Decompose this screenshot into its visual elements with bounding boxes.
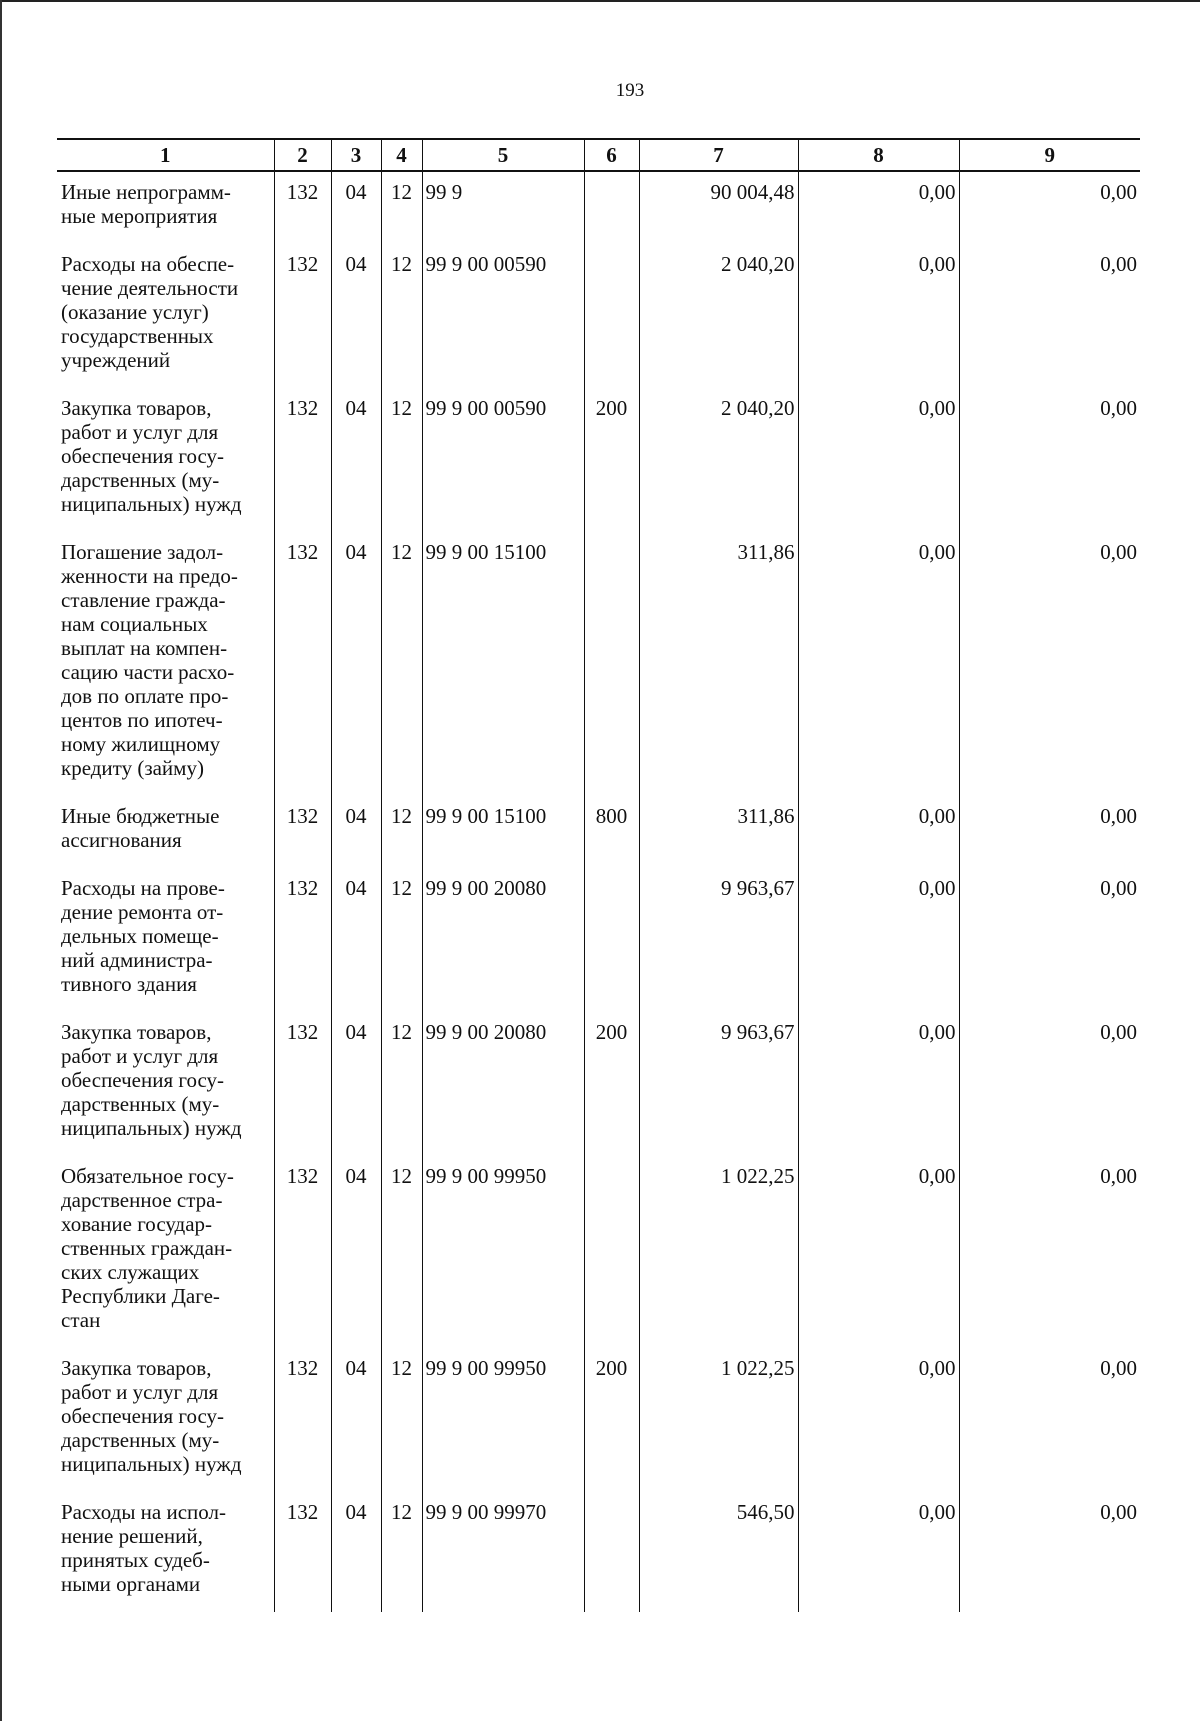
cell-col9: 0,00 — [959, 171, 1140, 244]
cell-col5: 99 9 00 15100 — [422, 532, 584, 796]
row-name: Закупка товаров, работ и услуг для обеспечения госу- дарственных (му- ниципальных) нужд — [61, 1020, 242, 1140]
column-header: 6 — [584, 139, 639, 171]
cell-col8: 0,00 — [798, 1012, 959, 1156]
row-name: Расходы на прове- дение ремонта от- дельных помеще- ний администра- тивного здания — [61, 876, 225, 996]
cell-col9: 0,00 — [959, 244, 1140, 388]
cell-col7: 1 022,25 — [639, 1348, 798, 1492]
cell-col4: 12 — [381, 868, 422, 1012]
cell-col6 — [584, 171, 639, 244]
cell-col8: 0,00 — [798, 1348, 959, 1492]
page-number: 193 — [615, 80, 645, 101]
table-row — [57, 1012, 1140, 1156]
column-header: 8 — [798, 139, 959, 171]
cell-col6 — [584, 244, 639, 388]
cell-col6: 800 — [584, 796, 639, 868]
cell-col6 — [584, 868, 639, 1012]
cell-col2: 132 — [274, 171, 331, 244]
cell-col7: 2 040,20 — [639, 388, 798, 532]
row-name-cell — [57, 868, 274, 1012]
row-name: Обязательное госу- дарственное стра- хование государ- ственных граждан- ских служащих Республики Даге- стан — [61, 1164, 234, 1332]
cell-col3: 04 — [331, 1492, 381, 1612]
cell-col9: 0,00 — [959, 868, 1140, 1012]
table-row — [57, 796, 1140, 868]
row-name: Закупка товаров, работ и услуг для обеспечения госу- дарственных (му- ниципальных) нужд — [61, 1356, 242, 1476]
row-name-cell — [57, 388, 274, 532]
cell-col2: 132 — [274, 796, 331, 868]
cell-col2: 132 — [274, 1156, 331, 1348]
cell-col6 — [584, 532, 639, 796]
cell-col8: 0,00 — [798, 1492, 959, 1612]
cell-col8: 0,00 — [798, 171, 959, 244]
cell-col4: 12 — [381, 171, 422, 244]
cell-col9: 0,00 — [959, 1012, 1140, 1156]
row-name-cell — [57, 1156, 274, 1348]
row-name-cell — [57, 244, 274, 388]
cell-col8: 0,00 — [798, 244, 959, 388]
cell-col2: 132 — [274, 1348, 331, 1492]
column-header: 4 — [381, 139, 422, 171]
cell-col4: 12 — [381, 1348, 422, 1492]
cell-col5: 99 9 00 20080 — [422, 868, 584, 1012]
cell-col3: 04 — [331, 244, 381, 388]
cell-col8: 0,00 — [798, 868, 959, 1012]
cell-col7: 546,50 — [639, 1492, 798, 1612]
cell-col5: 99 9 — [422, 171, 584, 244]
row-name: Расходы на обеспе- чение деятельности (оказание услуг) государственных учреждений — [61, 252, 239, 372]
cell-col2: 132 — [274, 244, 331, 388]
row-name-cell — [57, 1012, 274, 1156]
table-row — [57, 171, 1140, 244]
row-name-cell — [57, 532, 274, 796]
cell-col4: 12 — [381, 1492, 422, 1612]
cell-col6 — [584, 1492, 639, 1612]
column-header: 9 — [959, 139, 1140, 171]
cell-col5: 99 9 00 00590 — [422, 388, 584, 532]
table-row — [57, 532, 1140, 796]
cell-col3: 04 — [331, 171, 381, 244]
cell-col9: 0,00 — [959, 1348, 1140, 1492]
cell-col7: 9 963,67 — [639, 868, 798, 1012]
table-row — [57, 1348, 1140, 1492]
row-name: Расходы на испол- нение решений, принятых судеб- ными органами — [61, 1500, 226, 1596]
cell-col4: 12 — [381, 1012, 422, 1156]
cell-col9: 0,00 — [959, 388, 1140, 532]
cell-col6 — [584, 1156, 639, 1348]
cell-col2: 132 — [274, 532, 331, 796]
cell-col5: 99 9 00 00590 — [422, 244, 584, 388]
table-row — [57, 868, 1140, 1012]
cell-col9: 0,00 — [959, 1492, 1140, 1612]
cell-col4: 12 — [381, 388, 422, 532]
cell-col7: 90 004,48 — [639, 171, 798, 244]
cell-col7: 311,86 — [639, 532, 798, 796]
cell-col8: 0,00 — [798, 1156, 959, 1348]
table-row — [57, 244, 1140, 388]
cell-col4: 12 — [381, 244, 422, 388]
table-row — [57, 1156, 1140, 1348]
cell-col3: 04 — [331, 388, 381, 532]
row-name: Иные непрограмм- ные мероприятия — [61, 180, 231, 228]
cell-col2: 132 — [274, 868, 331, 1012]
cell-col7: 1 022,25 — [639, 1156, 798, 1348]
cell-col3: 04 — [331, 796, 381, 868]
cell-col3: 04 — [331, 868, 381, 1012]
cell-col5: 99 9 00 15100 — [422, 796, 584, 868]
cell-col3: 04 — [331, 1156, 381, 1348]
cell-col5: 99 9 00 99970 — [422, 1492, 584, 1612]
cell-col8: 0,00 — [798, 388, 959, 532]
cell-col2: 132 — [274, 1492, 331, 1612]
cell-col3: 04 — [331, 1012, 381, 1156]
cell-col6: 200 — [584, 1348, 639, 1492]
cell-col3: 04 — [331, 1348, 381, 1492]
cell-col2: 132 — [274, 1012, 331, 1156]
row-name-cell — [57, 1348, 274, 1492]
cell-col7: 311,86 — [639, 796, 798, 868]
column-header: 2 — [274, 139, 331, 171]
budget-table — [57, 138, 1140, 1612]
row-name: Погашение задол- женности на предо- ставление гражда- нам социальных выплат на компен- сацию части расхо- дов по оплате про- центов по ипотеч- ному жилищному кредиту (займу) — [61, 540, 238, 780]
row-name-cell — [57, 171, 274, 244]
cell-col9: 0,00 — [959, 1156, 1140, 1348]
cell-col7: 2 040,20 — [639, 244, 798, 388]
table-row — [57, 388, 1140, 532]
cell-col8: 0,00 — [798, 796, 959, 868]
table-row — [57, 1492, 1140, 1612]
cell-col9: 0,00 — [959, 532, 1140, 796]
row-name: Иные бюджетные ассигнования — [61, 804, 220, 852]
cell-col7: 9 963,67 — [639, 1012, 798, 1156]
scan-border-left — [0, 0, 2, 1721]
column-header: 7 — [639, 139, 798, 171]
scan-border-top — [0, 0, 1200, 2]
cell-col9: 0,00 — [959, 796, 1140, 868]
cell-col4: 12 — [381, 532, 422, 796]
row-name: Закупка товаров, работ и услуг для обеспечения госу- дарственных (му- ниципальных) нужд — [61, 396, 242, 516]
column-header: 5 — [422, 139, 584, 171]
cell-col6: 200 — [584, 388, 639, 532]
cell-col4: 12 — [381, 1156, 422, 1348]
column-header: 1 — [57, 139, 274, 171]
cell-col2: 132 — [274, 388, 331, 532]
column-header: 3 — [331, 139, 381, 171]
cell-col8: 0,00 — [798, 532, 959, 796]
row-name-cell — [57, 796, 274, 868]
cell-col3: 04 — [331, 532, 381, 796]
cell-col6: 200 — [584, 1012, 639, 1156]
cell-col4: 12 — [381, 796, 422, 868]
cell-col5: 99 9 00 99950 — [422, 1348, 584, 1492]
table-header-row — [57, 139, 1140, 171]
row-name-cell — [57, 1492, 274, 1612]
cell-col5: 99 9 00 20080 — [422, 1012, 584, 1156]
cell-col5: 99 9 00 99950 — [422, 1156, 584, 1348]
